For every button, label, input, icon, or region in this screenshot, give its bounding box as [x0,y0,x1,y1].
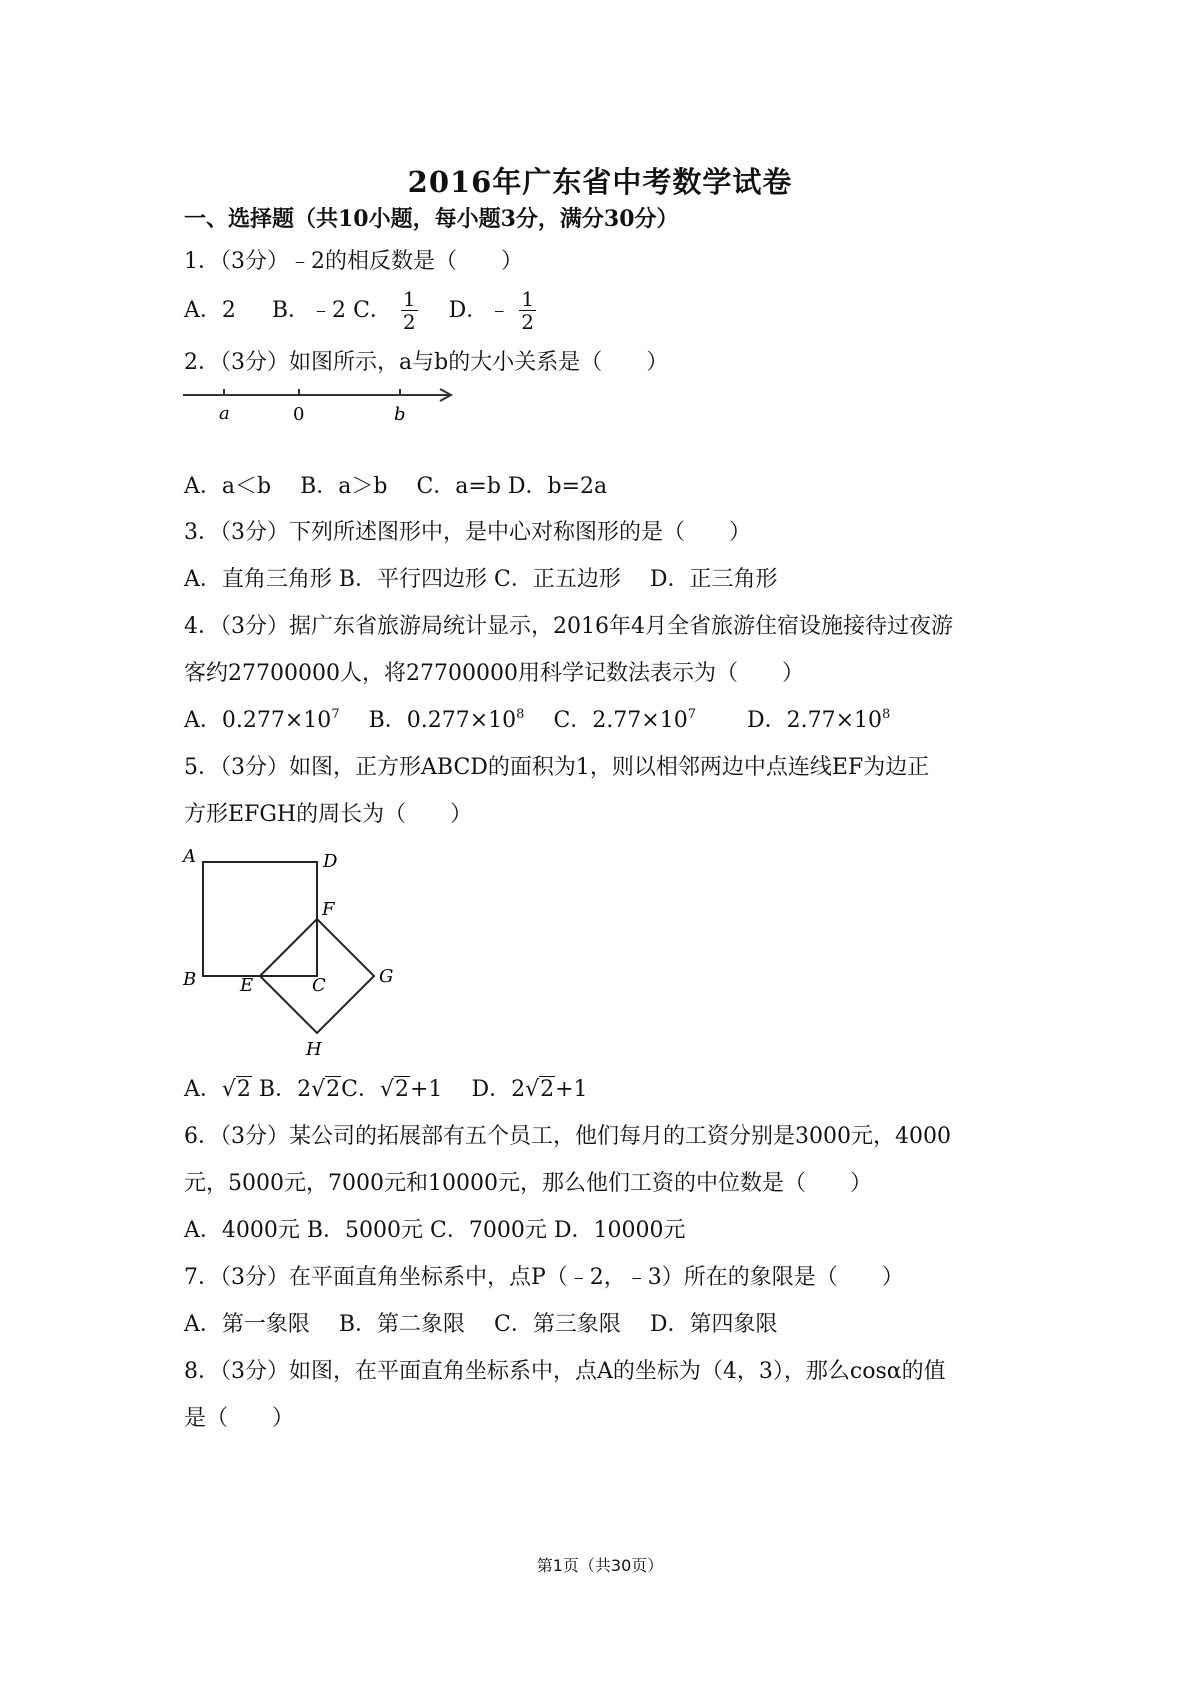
question-8-stem-line2: 是（ ） [184,1406,295,1431]
q5-sqrt-d: √2 [525,1077,555,1102]
question-6-stem-line1: 6．（3分）某公司的拓展部有五个员工，他们每月的工资分别是3000元，4000 [184,1124,951,1149]
question-4-stem-line2: 客约27700000人，将27700000用科学记数法表示为（ ） [184,661,804,686]
question-3-stem: 3．（3分）下列所述图形中，是中心对称图形的是（ ） [184,520,751,545]
page-title: 2016年广东省中考数学试卷 [407,165,793,199]
vertex-H: H [306,1039,322,1060]
question-7-stem: 7．（3分）在平面直角坐标系中，点P（﹣2，﹣3）所在的象限是（ ） [184,1265,904,1290]
q1-option-b: B．﹣2 [271,297,347,323]
question-5-stem-line2: 方形EFGH的周长为（ ） [184,802,473,827]
q5-sqrt-b: √2 [311,1077,341,1102]
question-4-options: A．$0.277\times 10^7$ B．$0.277\times 10^8$ C．$2.77\times 10^7$ D．$2.77\times 10^8$ [184,707,891,733]
vertex-F: F [322,899,335,920]
vertex-G: G [379,966,394,987]
label-zero: 0 [293,404,305,425]
question-2-options: A．a＜b B．a＞b C．a=b D．b=2a [184,474,608,499]
q1-option-a: A．2 [184,297,236,323]
q5-sqrt-a: √2 [221,1077,251,1102]
question-1-stem: 1．（3分）﹣2的相反数是（ ） [184,249,523,274]
question-2-stem: 2．（3分）如图所示，a与b的大小关系是（ ） [184,350,669,375]
q5-option-d: D．2 [471,1077,526,1102]
question-4-stem-line1: 4．（3分）据广东省旅游局统计显示，2016年4月全省旅游住宿设施接待过夜游 [184,614,953,639]
number-line-figure [180,384,460,432]
q1-option-d: D．﹣ [448,297,511,323]
question-7-options: A．第一象限 B．第二象限 C．第三象限 D．第四象限 [184,1312,778,1337]
question-6-options: A．4000元 B．5000元 C．7000元 D．10000元 [184,1218,686,1243]
vertex-B: B [183,969,197,990]
section-heading: 一、选择题（共10小题，每小题3分，满分30分） [184,206,679,232]
q5-option-b: B．2 [258,1077,312,1102]
q5-option-c: C． [341,1077,380,1102]
label-a: a [219,403,230,424]
vertex-D: D [323,851,338,872]
q4-option-d: D．2.77×10 [746,708,883,733]
vertex-C: C [312,975,326,996]
q1-fraction-d: $\frac{1}{2}$ [521,287,535,334]
question-5-options: A．√2 B．2√2C．√2+1 D．2√2+1 [184,1075,588,1105]
q1-fraction-c: $\frac{1}{2}$ [402,287,416,334]
question-1-options [184,288,538,333]
label-b: b [394,404,406,425]
question-6-stem-line2: 元，5000元，7000元和10000元，那么他们工资的中位数是（ ） [184,1171,872,1196]
q5-sqrt-c: √2 [379,1077,409,1102]
vertex-E: E [240,975,254,996]
q5-option-a: A． [184,1077,222,1102]
square-figure [180,845,400,1060]
q4-option-b: B．0.277×10 [368,708,517,733]
q4-option-c: C．2.77×10 [553,708,688,733]
question-3-options: A．直角三角形 B．平行四边形 C．正五边形 D．正三角形 [184,567,778,592]
question-5-stem-line1: 5．（3分）如图，正方形ABCD的面积为1，则以相邻两边中点连线EF为边正 [184,755,930,780]
page-footer: 第1页（共30页） [536,1556,664,1575]
question-8-stem-line1: 8．（3分）如图，在平面直角坐标系中，点A的坐标为（4，3），那么cosα的值 [184,1359,946,1384]
vertex-A: A [183,846,196,867]
q4-option-a: A．0.277×10 [184,708,332,733]
q1-option-c: C． [353,297,392,323]
